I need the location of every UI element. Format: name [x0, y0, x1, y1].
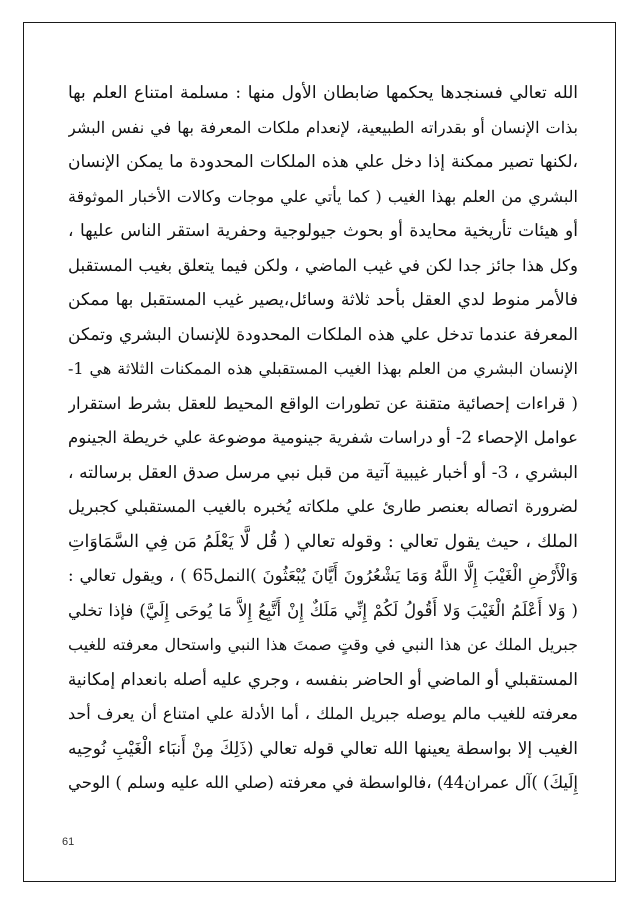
body-text	[68, 76, 578, 801]
text-line: ،لكنها تصير ممكنة إذا دخل علي هذه الملكات المحدودة ما يمكن الإنسان	[68, 152, 578, 172]
text-line: المعرفة عندما تدخل علي هذه الملكات المحدودة للإنسان البشري وتمكن	[68, 324, 578, 345]
text-line: جبريل الملك عن هذا النبي في وقتٍ صمتَ هذا النبي واستحال معرفته للغيب	[68, 635, 578, 654]
text-line: ( وَلا أَعْلَمُ الْغَيْبَ وَلا أَقُولُ لَكُمْ إِنِّي مَلَكٌ إِنْ أَتَّبِعُ إِلاَّ مَا يُوحَى إِلَيَّ) فإذا تخلي	[68, 600, 578, 620]
text-line: ( قراءات إحصائية متقنة عن تطورات الواقع المحيط للعقل بشرط استقرار	[68, 393, 578, 413]
text-line: بذات الإنسان أو بقدراته الطبيعية، لإنعدام ملكات المعرفة بها في نفس البشر	[68, 117, 578, 137]
text-line: البشري ، 3- أو أخبار غيبية آتية من قبل نبي مرسل صدق العقل برسالته ،	[68, 462, 578, 483]
text-line: الإنسان البشري من العلم بهذا الغيب المستقبلي هذه الممكنات الثلاثة هي 1-	[68, 359, 578, 378]
text-line: أو هيئات تأريخية محايدة أو بحوث جيولوجية وحفرية استقر الناس عليها ،	[68, 221, 578, 241]
text-line: لضرورة اتصاله بعنصر طارئ علي ملكاته يُخبره بالغيب المستقبلي كجبريل	[68, 497, 578, 516]
text-line: البشري من العلم بهذا الغيب ( كما يأتي علي موجات وكالات الأخبار الموثوقة	[68, 186, 578, 206]
text-line: معرفته للغيب مالم يوصله جبريل الملك ، أما الأدلة علي امتناع أن يعرف أحد	[68, 704, 578, 723]
text-line: عوامل الإحصاء 2- أو دراسات شفرية جينومية موضوعة علي خريطة الجينوم	[68, 428, 578, 447]
text-line: الملك ، حيث يقول تعالي : وقوله تعالي ( قُل لَّا يَعْلَمُ مَن فِي السَّمَاوَاتِ	[68, 531, 578, 552]
text-line: الغيب إلا بواسطة يعينها الله تعالي قوله تعالي (ذَلِكَ مِنْ أَنبَاء الْغَيْبِ نُوحِيه	[68, 738, 578, 759]
page-number: 61	[62, 836, 75, 848]
text-line: المستقبلي أو الماضي أو الحاضر بنفسه ، وجري عليه أصله بانعدام إمكانية	[68, 669, 578, 690]
text-line: الله تعالي فسنجدها يحكمها ضابطان الأول منها : مسلمة امتناع العلم بها	[68, 83, 578, 103]
text-line: إِلَيكَ) )آل عمران44) ،فالواسطة في معرفته (صلي الله عليه وسلم ) الوحي	[68, 773, 578, 792]
text-line: فالأمر منوط لدي العقل بأحد ثلاثة وسائل،يصير غيب المستقبل بها ممكن	[68, 290, 578, 310]
text-line: وَالْأَرْضِ الْغَيْبَ إِلَّا اللَّهُ وَمَا يَشْعُرُونَ أَيَّانَ يُبْعَثُونَ )النمل65 ) ، ويقول تعالي :	[68, 566, 578, 585]
text-line: وكل هذا جائز جدا لكن في غيب الماضي ، ولكن فيما يتعلق بغيب المستقبل	[68, 255, 578, 275]
